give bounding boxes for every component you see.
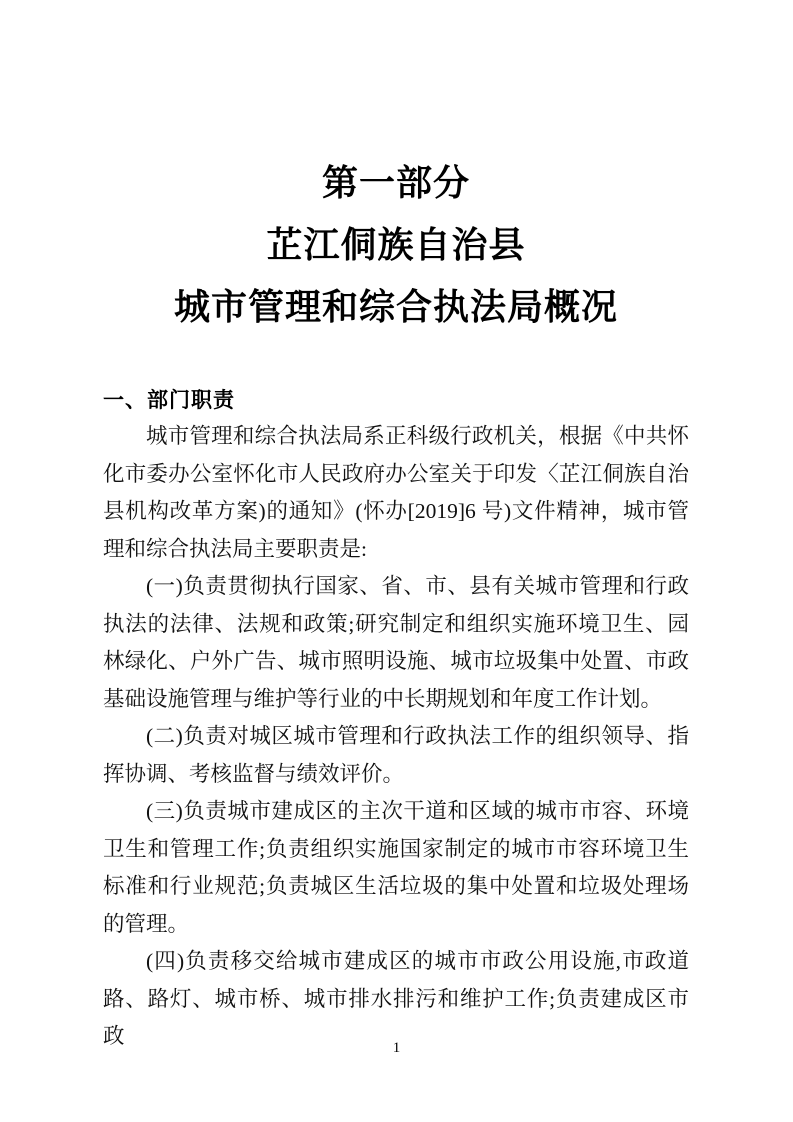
page-number: 1 — [392, 1040, 401, 1056]
body-paragraph-duty-4: (四)负责移交给城市建成区的城市市政公用设施,市政道路、路灯、城市桥、城市排水排污和维护工作;负责建成区市政 — [103, 949, 689, 1048]
title-line-bureau: 城市管理和综合执法局概况 — [173, 287, 618, 327]
body-paragraph-duty-1: (一)负责贯彻执行国家、省、市、县有关城市管理和行政执法的法律、法规和政策;研究制定和组织实施环境卫生、园林绿化、户外广告、城市照明设施、城市垃圾集中处置、市政基础设施管理与维护等行业的中长期规划和年度工作计划。 — [103, 574, 689, 711]
title-line-part: 第一部分 — [321, 163, 470, 203]
body-text — [103, 418, 689, 1056]
body-paragraph-intro: 城市管理和综合执法局系正科级行政机关，根据《中共怀化市委办公室怀化市人民政府办公室关于印发〈芷江侗族自治县机构改革方案)的通知》(怀办[2019]6 号)文件精神，城市管理和综合执法局主要职责是: — [103, 424, 689, 561]
document-title — [103, 0, 689, 338]
section-heading-department-duties: 一、部门职责 — [103, 389, 235, 412]
body-paragraph-duty-3: (三)负责城市建成区的主次干道和区域的城市市容、环境卫生和管理工作;负责组织实施国家制定的城市市容环境卫生标准和行业规范;负责城区生活垃圾的集中处置和垃圾处理场的管理。 — [103, 799, 689, 936]
body-paragraph-duty-2: (二)负责对城区城市管理和行政执法工作的组织领导、指挥协调、考核监督与绩效评价。 — [103, 724, 689, 786]
title-line-county: 芷江侗族自治县 — [266, 225, 526, 265]
